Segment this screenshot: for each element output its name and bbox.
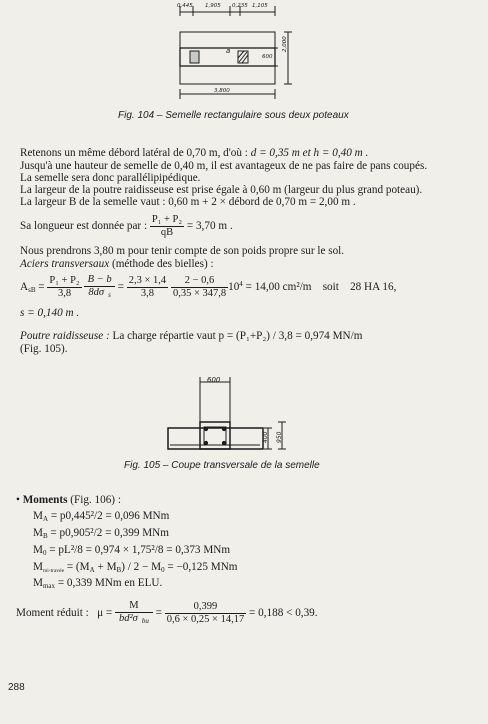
reduit-frac-2 [165, 601, 246, 626]
moment-max-symbol: M [33, 577, 43, 589]
reduit-f1-den: bd²σ [119, 613, 138, 624]
asb-subscript: sB [28, 286, 36, 295]
fig105-dim-top: 600 [207, 376, 221, 384]
text-line-5: La largeur B de la semelle vaut : 0,60 m + 2 × débord de 0,70 m = 2,00 m . [20, 196, 356, 208]
fig104-caption: Fig. 104 – Semelle rectangulaire sous deux poteaux [118, 110, 349, 121]
fig104-label-height: 2,000 [282, 36, 288, 52]
moment-a [33, 510, 169, 526]
length-result: = 3,70 m . [186, 220, 233, 233]
fig104-dim-4: 1,105 [252, 3, 268, 9]
reduit-f2-num: 0,399 [165, 601, 246, 614]
moment-mi-travee [33, 561, 238, 578]
poutre-line [20, 330, 362, 343]
asb-result: = 14,00 cm²/m [245, 281, 312, 294]
reduit-f2-den: 0,6 × 0,25 × 14,17 [166, 614, 245, 625]
reduit-f1-den-sub: bu [141, 617, 149, 625]
moment-b-symbol: M [33, 527, 43, 539]
spacing-line: s = 0,140 m . [20, 307, 80, 319]
moment-max [33, 577, 162, 593]
moment-mt-sub: mi-travée [42, 568, 65, 574]
moment-0-symbol: M [33, 544, 43, 556]
reduit-f1-den-wrap [115, 613, 153, 627]
moment-0-value: = pL²/8 = 0,974 × 1,75²/8 = 0,373 MNm [46, 544, 231, 556]
text-line-7: Nous prendrons 3,80 m pour tenir compte de son poids propre sur le sol. [20, 245, 345, 257]
fig104-label-a: a [226, 47, 231, 55]
moment-mt-sub-b: B [116, 566, 122, 574]
reduit-mu: μ = [97, 607, 113, 620]
moment-a-value: = p0,445²/2 = 0,096 MNm [48, 510, 170, 522]
poutre-fig-ref: (Fig. 105). [20, 343, 68, 355]
asb-frac-4 [171, 275, 228, 300]
reduit-f1-num: M [115, 600, 153, 613]
asb-frac-2 [84, 274, 114, 301]
moment-a-symbol: M [33, 510, 43, 522]
asb-f2-den-wrap [84, 287, 114, 301]
text-line-6 [20, 214, 233, 239]
asb-symbol: A [20, 281, 29, 294]
asb-power: 4 [239, 280, 243, 289]
asb-f2-num: B − b [84, 274, 114, 287]
moment-0-sub: 0 [42, 549, 47, 557]
fig104-label-width: 600 [262, 54, 273, 60]
moment-mt-value-1: = (M [64, 561, 90, 573]
moment-b-sub: B [42, 532, 48, 540]
asb-f1-num: P₁ + P₂ [49, 275, 80, 286]
moment-max-value: = 0,339 MNm en ELU. [55, 577, 163, 589]
length-num: P₁ + P₂ [151, 214, 183, 225]
moment-reduit [16, 600, 318, 627]
moment-b [33, 527, 169, 543]
length-fraction [150, 214, 184, 239]
moment-mt-sub-0: 0 [161, 566, 165, 574]
aciers-method: (méthode des bielles) : [109, 258, 214, 270]
asb-soit: soit [322, 281, 339, 294]
moment-0 [33, 544, 230, 560]
asb-equation: $A_{sB}$ = $\frac{\text{P₁ + P₂}}{3,8}$ $\frac{B - b}{8d\sigma _s}$ = $\frac{2,3 \times 1,4}{3,8}$ $\frac{2 - 0,6}{0,35 \times 347,8}$ $10^4 = 14,00$ cm²/m soit 28 HA 16, [20, 274, 397, 299]
moment-mt-value-4: = −0,125 MNm [164, 561, 238, 573]
asb-f3-den: 3,8 [140, 288, 154, 299]
asb-f3-num: 2,3 × 1,4 [128, 275, 167, 286]
moments-title: Moments [22, 494, 68, 506]
figure-105 [160, 372, 310, 457]
length-label: Sa longueur est donnée par : [20, 220, 148, 233]
moment-mt-sub-a: A [89, 566, 95, 574]
poutre-heading: Poutre raidisseuse : [20, 330, 110, 342]
reduit-eq: = [155, 607, 162, 620]
asb-frac-1 [47, 275, 81, 300]
moment-mt-value-3: ) / 2 − M [121, 561, 162, 573]
page-number: 288 [8, 682, 25, 693]
reduit-result: = 0,188 < 0,39. [249, 607, 318, 620]
moment-max-sub: max [42, 582, 56, 590]
fig105-dim-right-2: 950 [276, 431, 283, 443]
fig105-caption: Fig. 105 – Coupe transversale de la semelle [124, 460, 320, 471]
reduit-frac-1 [115, 600, 153, 627]
asb-frac-3 [127, 275, 168, 300]
asb-bars: 28 HA 16, [350, 281, 397, 294]
moments-heading: • Moments (Fig. 106) : [16, 494, 121, 506]
text-line-1 [20, 147, 368, 160]
poutre-charge: La charge répartie vaut p = (P₁+P₂) / 3,8 = 0,974 MN/m [109, 330, 363, 342]
asb-f2-den-sub: s [108, 291, 111, 299]
reduit-label: Moment réduit : [16, 607, 89, 620]
text-line-4: La largeur de la poutre raidisseuse est prise égale à 0,60 m (largeur du plus grand poteau). [20, 184, 423, 196]
moment-mt-symbol: M [33, 561, 43, 573]
asb-f4-den: 0,35 × 347,8 [172, 288, 227, 299]
moment-mt-value-2: + M [94, 561, 117, 573]
moment-a-sub: A [42, 515, 49, 523]
aciers-heading: Aciers transversaux [20, 258, 110, 270]
text-line-2: Jusqu'à une hauteur de semelle de 0,40 m, il est avantageux de ne pas faire de pans coupés. [20, 160, 428, 172]
text-line-1b: d = 0,35 m et h = 0,40 m . [250, 147, 369, 159]
asb-f1-den: 3,8 [57, 288, 72, 299]
fig104-dim-1: 0,445 [177, 3, 193, 9]
asb-f2-den: 8dσ [88, 287, 105, 298]
fig104-dim-2: 1,905 [205, 3, 221, 9]
text-line-8 [20, 258, 214, 271]
fig104-dim-3: 0,235 [232, 3, 248, 9]
fig105-dim-right-1: 400 [262, 431, 269, 443]
asb-f4-num: 2 − 0,6 [171, 275, 228, 288]
moment-b-value: = p0,905²/2 = 0,399 MNm [47, 527, 169, 539]
moments-fig-ref: (Fig. 106) : [67, 494, 121, 506]
text-line-3: La semelle sera donc parallélipipédique. [20, 172, 201, 184]
text-line-1a: Retenons un même débord latéral de 0,70 m, d'où : [20, 147, 251, 159]
fig104-label-bottom: 3,800 [214, 88, 230, 94]
length-den: qB [160, 227, 174, 238]
figure-104 [160, 0, 330, 110]
